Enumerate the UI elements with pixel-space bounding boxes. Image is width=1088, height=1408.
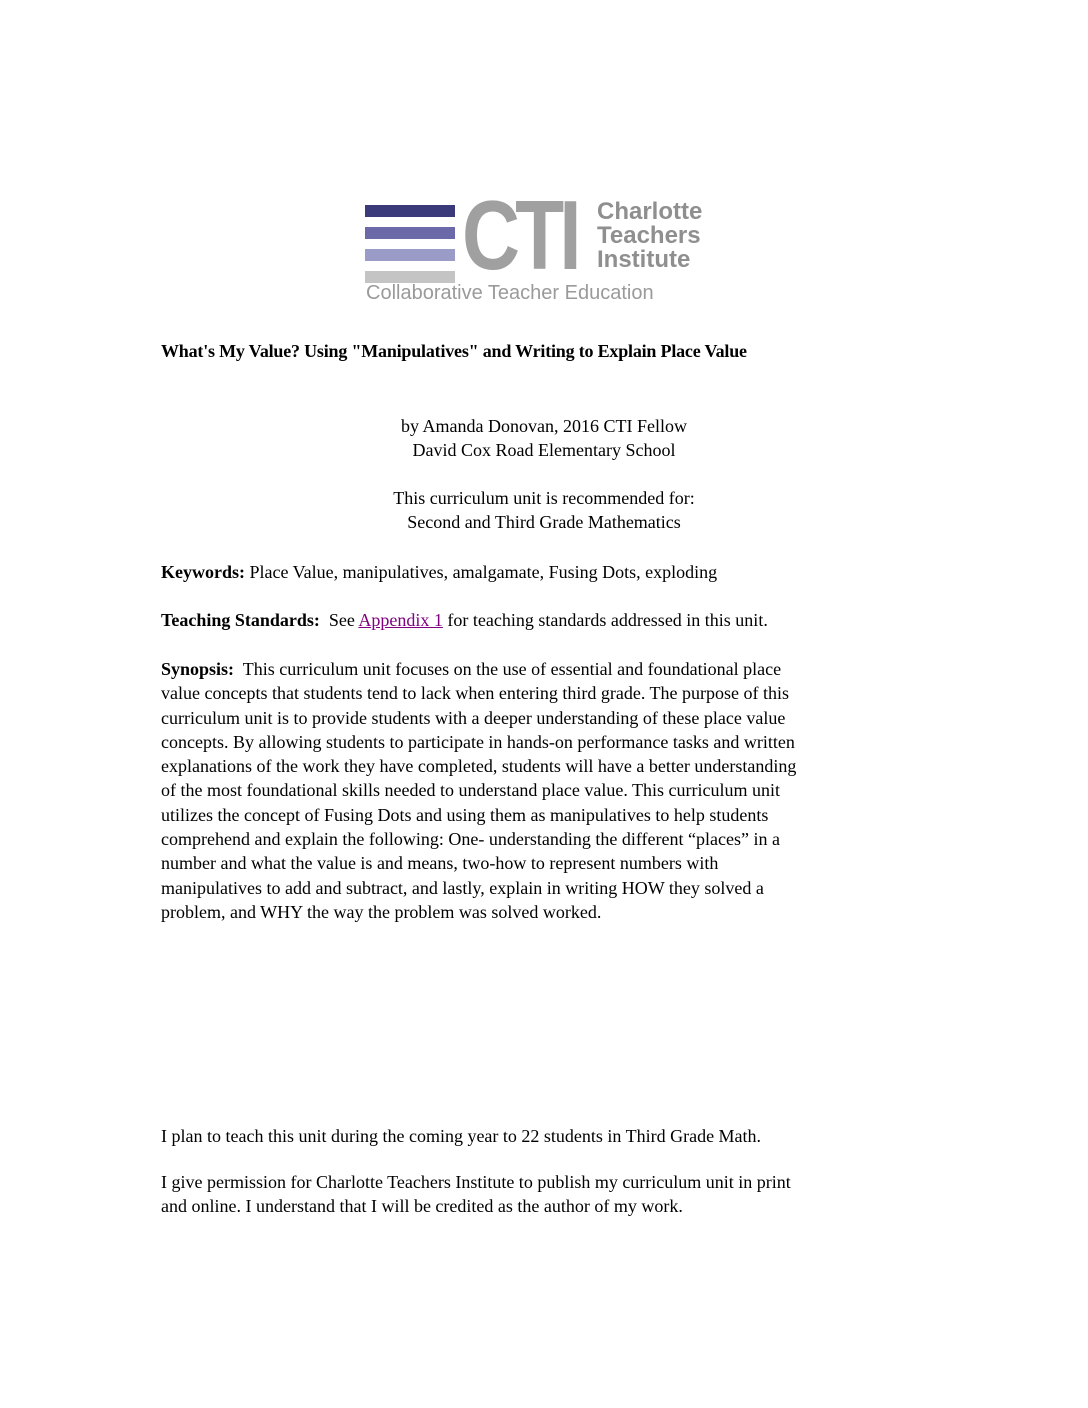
- recommendation-line-1: This curriculum unit is recommended for:: [393, 488, 695, 508]
- appendix-1-link[interactable]: Appendix 1: [358, 610, 443, 630]
- synopsis-line: comprehend and explain the following: One- understanding the different “places” in a: [161, 829, 780, 850]
- keywords-label: Keywords:: [161, 562, 245, 582]
- logo-org-line-3: Institute: [597, 246, 691, 273]
- synopsis-line-text: This curriculum unit focuses on the use of essential and foundational place: [234, 659, 782, 679]
- logo-org-line-1: Charlotte: [597, 198, 703, 225]
- logo-bar-3: [365, 249, 455, 261]
- teaching-standards-paragraph: [161, 608, 921, 632]
- logo-org-name: [597, 200, 702, 272]
- cti-logo: [365, 180, 725, 310]
- synopsis-line: curriculum unit is to provide students with a deeper understanding of these place value: [161, 707, 786, 728]
- synopsis-line: problem, and WHY the way the problem was solved worked.: [161, 901, 602, 922]
- synopsis-line: manipulatives to add and subtract, and lastly, explain in writing HOW they solved a: [161, 877, 764, 898]
- plan-statement: I plan to teach this unit during the coming year to 22 students in Third Grade Math.: [161, 1126, 762, 1146]
- permission-statement: [161, 1170, 921, 1219]
- recommendation-line-2: Second and Third Grade Mathematics: [407, 512, 681, 532]
- school-line: David Cox Road Elementary School: [412, 440, 676, 460]
- document-title: What's My Value? Using "Manipulatives" and Writing to Explain Place Value: [161, 341, 747, 361]
- recommendation: [200, 486, 888, 534]
- standards-text-before: See: [319, 610, 359, 630]
- byline: [200, 414, 888, 462]
- logo-acronym: CTI: [462, 180, 577, 290]
- synopsis-label: Synopsis:: [161, 659, 235, 679]
- synopsis-line: number and what the value is and means, two-how to represent numbers with: [161, 853, 719, 874]
- logo-org-line-2: Teachers: [597, 222, 701, 249]
- logo-bar-2: [365, 227, 455, 239]
- teaching-standards-label: Teaching Standards:: [161, 610, 320, 630]
- synopsis-line: utilizes the concept of Fusing Dots and using them as manipulatives to help students: [161, 804, 769, 825]
- synopsis-line: explanations of the work they have completed, students will have a better understanding: [161, 756, 797, 777]
- synopsis-line: concepts. By allowing students to participate in hands-on performance tasks and written: [161, 731, 795, 752]
- synopsis-paragraph: [161, 657, 921, 924]
- synopsis-line: of the most foundational skills needed to understand place value. This curriculum unit: [161, 780, 781, 801]
- synopsis-line: [161, 657, 921, 681]
- logo-bar-1: [365, 205, 455, 217]
- standards-text-after: for teaching standards addressed in this unit.: [442, 610, 768, 630]
- logo-tagline: Collaborative Teacher Education: [366, 282, 654, 304]
- keywords-paragraph: [161, 560, 921, 584]
- permission-line: I give permission for Charlotte Teachers Institute to publish my curriculum unit in print: [161, 1172, 791, 1192]
- author-line: by Amanda Donovan, 2016 CTI Fellow: [401, 416, 687, 436]
- permission-line: and online. I understand that I will be credited as the author of my work.: [161, 1196, 683, 1217]
- synopsis-line: value concepts that students tend to lack when entering third grade. The purpose of this: [161, 683, 789, 704]
- keywords-text: Place Value, manipulatives, amalgamate, Fusing Dots, exploding: [245, 562, 718, 582]
